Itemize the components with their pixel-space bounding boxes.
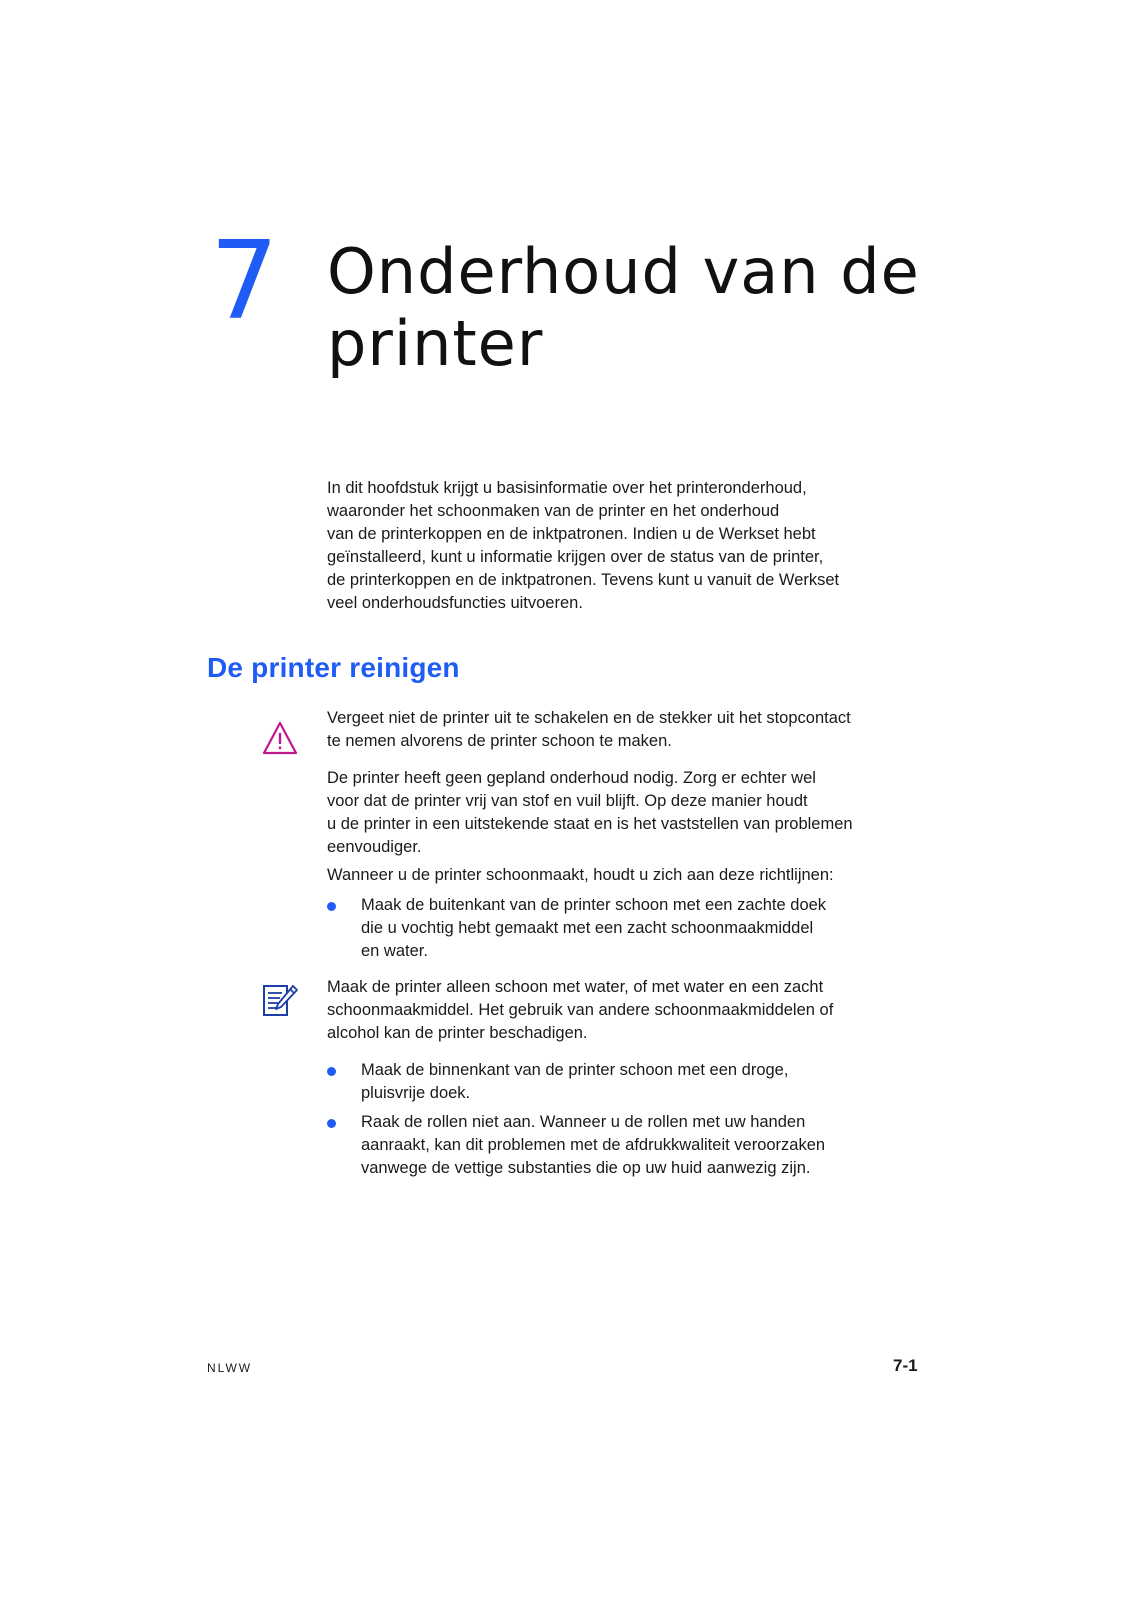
bullet-text [361,1111,825,1180]
bullet-line: aanraakt, kan dit problemen met de afdrukkwaliteit veroorzaken [361,1136,826,1154]
intro-line: geïnstalleerd, kunt u informatie krijgen over de status van de printer, [327,548,824,566]
intro-line: In dit hoofdstuk krijgt u basisinformatie over het printeronderhoud, [327,479,807,497]
note-line: schoonmaakmiddel. Het gebruik van andere schoonmaakmiddelen of [327,1001,834,1019]
bullet-dot-icon [327,1067,336,1076]
bullet-line: Maak de binnenkant van de printer schoon met een droge, [361,1061,789,1079]
bullet-line: die u vochtig hebt gemaakt met een zacht schoonmaakmiddel [361,919,814,937]
bullet-line: Raak de rollen niet aan. Wanneer u de rollen met uw handen [361,1113,806,1131]
bullet-text [361,894,826,963]
bullet-dot-icon [327,902,336,911]
intro-line: waaronder het schoonmaken van de printer en het onderhoud [327,502,780,520]
chapter-number: 7 [210,219,279,344]
note-pencil-icon [262,982,298,1018]
intro-paragraph [327,477,947,615]
intro-line: de printerkoppen en de inktpatronen. Tevens kunt u vanuit de Werkset [327,571,840,589]
intro-line: veel onderhoudsfuncties uitvoeren. [327,594,583,612]
page-number: 7-1 [893,1356,918,1375]
maintenance-line: eenvoudiger. [327,838,422,856]
note-text [327,976,947,1045]
caution-line: te nemen alvorens de printer schoon te maken. [327,732,672,750]
caution-text [327,707,947,753]
maintenance-line: voor dat de printer vrij van stof en vuil blijft. Op deze manier houdt [327,792,808,810]
bullet-text [361,1059,788,1105]
bullet-line: en water. [361,942,428,960]
maintenance-paragraph [327,767,947,859]
bullet-item [327,1111,947,1181]
intro-line: van de printerkoppen en de inktpatronen. Indien u de Werkset hebt [327,525,816,543]
caution-triangle-icon [262,720,298,756]
bullet-line: pluisvrije doek. [361,1084,471,1102]
chapter-title [327,236,1027,380]
guidelines-intro [327,864,947,887]
bullet-dot-icon [327,1119,336,1128]
maintenance-line: u de printer in een uitstekende staat en is het vaststellen van problemen [327,815,853,833]
guidelines-intro-line: Wanneer u de printer schoonmaakt, houdt u zich aan deze richtlijnen: [327,866,834,884]
maintenance-line: De printer heeft geen gepland onderhoud nodig. Zorg er echter wel [327,769,816,787]
chapter-title-line-1: Onderhoud van de [327,235,920,308]
note-line: Maak de printer alleen schoon met water, of met water en een zacht [327,978,824,996]
footer-language-code: NLWW [207,1361,253,1375]
bullet-item [327,894,947,964]
bullet-line: Maak de buitenkant van de printer schoon met een zachte doek [361,896,827,914]
bullet-line: vanwege de vettige substanties die op uw huid aanwezig zijn. [361,1159,811,1177]
chapter-title-line-2: printer [327,307,544,380]
note-line: alcohol kan de printer beschadigen. [327,1024,588,1042]
section-heading: De printer reinigen [207,652,460,683]
caution-line: Vergeet niet de printer uit te schakelen en de stekker uit het stopcontact [327,709,851,727]
bullet-item [327,1059,947,1107]
